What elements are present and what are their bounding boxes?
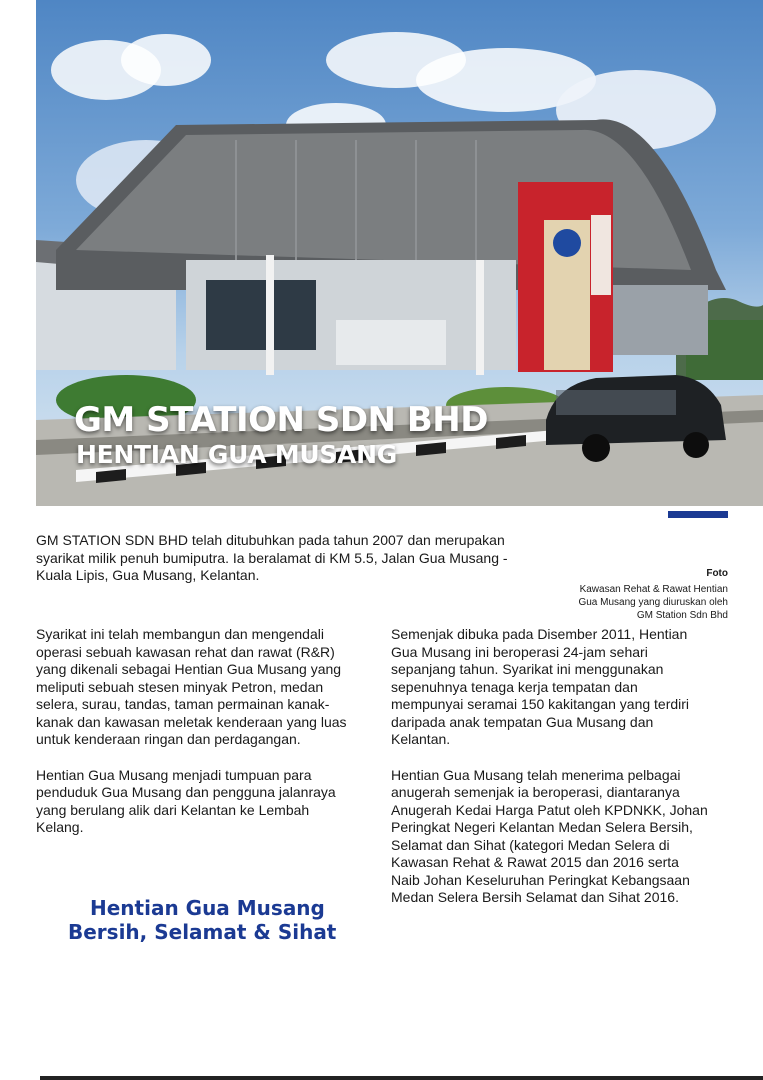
caption-line: GM Station Sdn Bhd xyxy=(636,610,728,621)
hero-subtitle: HENTIAN GUA MUSANG xyxy=(76,440,397,469)
body-paragraph: Hentian Gua Musang menjadi tumpuan para penduduk Gua Musang dan pengguna jalanraya yang berulang alik dari Kelantan ke Lembah Kelang. xyxy=(36,766,336,835)
left-column xyxy=(36,626,356,855)
photo-caption xyxy=(508,567,728,622)
caption-line: Gua Musang yang diuruskan oleh xyxy=(578,597,728,608)
caption-heading: Foto xyxy=(706,568,728,579)
hero-photo xyxy=(36,0,763,506)
body-paragraph: Semenjak dibuka pada Disember 2011, Hentian Gua Musang ini beroperasi 24-jam sehari sepanjang tahun. Syarikat ini menggunakan sepenuhnya tenaga kerja tempatan dan mempunyai seramai 150 kakitangan yang terdiri daripada anak tempatan Gua Musang dan Kelantan. xyxy=(391,626,690,747)
right-column xyxy=(391,626,711,925)
intro-paragraph: GM STATION SDN BHD telah ditubuhkan pada tahun 2007 dan merupakan syarikat milik penuh bumiputra. Ia beralamat di KM 5.5, Jalan Gua Musang - Kuala Lipis, Gua Musang, Kelantan. xyxy=(36,532,508,583)
bottom-divider xyxy=(40,1076,763,1080)
accent-bar xyxy=(668,511,728,518)
hero-title: GM STATION SDN BHD xyxy=(74,400,488,440)
pull-quote-line-1: Hentian Gua Musang xyxy=(90,896,325,920)
body-paragraph: Hentian Gua Musang telah menerima pelbagai anugerah semenjak ia beroperasi, diantaranya Anugerah Kedai Harga Patut oleh KPDNKK, Johan Peringkat Negeri Kelantan Medan Selera Bersih, Selamat dan Sihat (kategori Medan Selera di Kawasan Rehat & Rawat 2015 dan 2016 serta Naib Johan Keseluruhan Peringkat Kebangsaan Medan Selera Bersih Selamat dan Sihat 2016. xyxy=(391,766,708,905)
caption-line: Kawasan Rehat & Rawat Hentian xyxy=(579,584,728,595)
body-paragraph: Syarikat ini telah membangun dan mengendali operasi sebuah kawasan rehat dan rawat (R&R) yang dikenali sebagai Hentian Gua Musang yang meliputi sebuah stesen minyak Petron, medan selera, surau, tandas, taman permainan kanak-kanak dan kawasan meletak kenderaan yang luas untuk kenderaan ringan dan perdagangan. xyxy=(36,626,347,747)
pull-quote-line-2: Bersih, Selamat & Sihat xyxy=(68,920,337,944)
